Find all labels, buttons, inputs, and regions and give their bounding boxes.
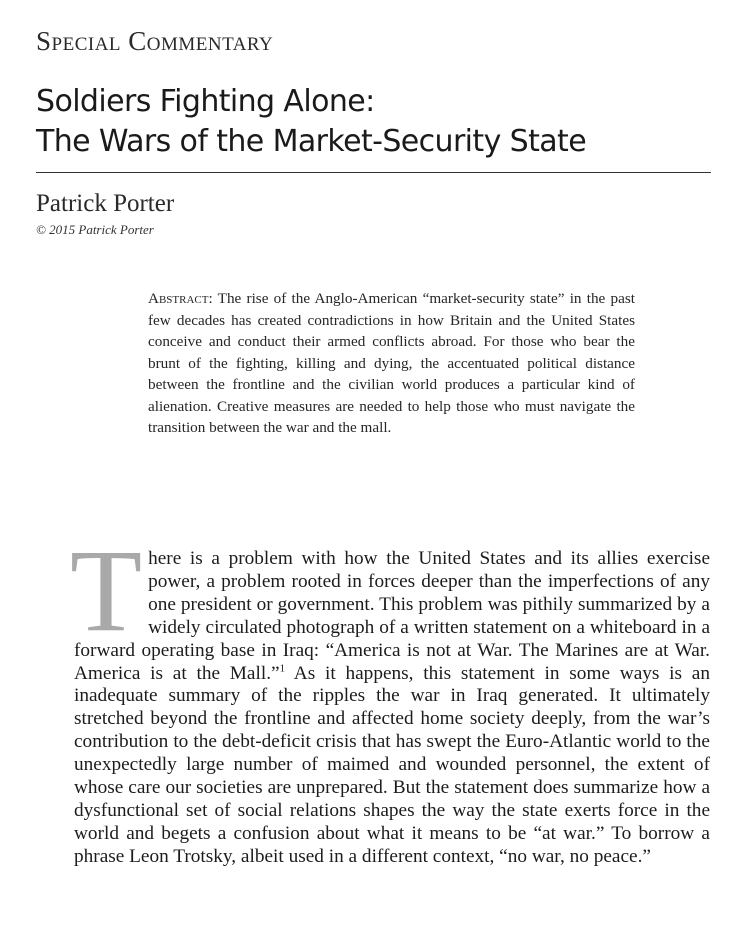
abstract	[148, 288, 635, 439]
title-line-2: The Wars of the Market-Security State	[36, 124, 587, 159]
title-line-1: Soldiers Fighting Alone:	[36, 84, 375, 119]
section-label: Special Commentary	[36, 26, 274, 56]
body-paragraph	[70, 525, 711, 869]
title-divider	[36, 172, 711, 173]
author-name: Patrick Porter	[36, 190, 175, 217]
body-text-part-2: As it happens, this statement in some ways is an inadequate summary of the ripples the war in Iraq generated. It ultimately stretched beyond the frontline and affected home society deeply, from the war’s contribution to the debt-deficit crisis that has swept the Euro-Atlantic world to the unexpectedly large number of maimed and wounded personnel, the extent of whose care our societies are unprepared. But the statement does summarize how a dysfunctional set of social relations shapes the way the state exerts force in the world and begets a confusion about what it means to be “at war.” To borrow a phrase Leon Trotsky, albeit used in a different context, “no war, no peace.”	[74, 662, 711, 867]
copyright-notice: © 2015 Patrick Porter	[36, 222, 154, 237]
abstract-label: Abstract:	[148, 290, 213, 307]
drop-cap: T	[70, 525, 143, 656]
article-title	[36, 82, 586, 162]
abstract-text: The rise of the Anglo-American “market-security state” in the past few decades has created contradictions in how Britain and the United States conceive and conduct their armed conflicts abroad. For those who bear the brunt of the fighting, killing and dying, the accentuated political distance between the frontline and the civilian world produces a particular kind of alienation. Creative measures are needed to help those who must navigate the transition between the war and the mall.	[148, 290, 635, 436]
body-text-part-1: here is a problem with how the United States and its allies exercise power, a problem rooted in forces deeper than the imperfections of any one president or government. This problem was pithily summarized by a widely circulated photograph of a written statement on a whiteboard in a forward operating base in Iraq: “America is not at War. The Marines are at War. America is at the Mall.”	[74, 548, 710, 684]
footnote-marker[interactable]: 1	[279, 662, 286, 675]
